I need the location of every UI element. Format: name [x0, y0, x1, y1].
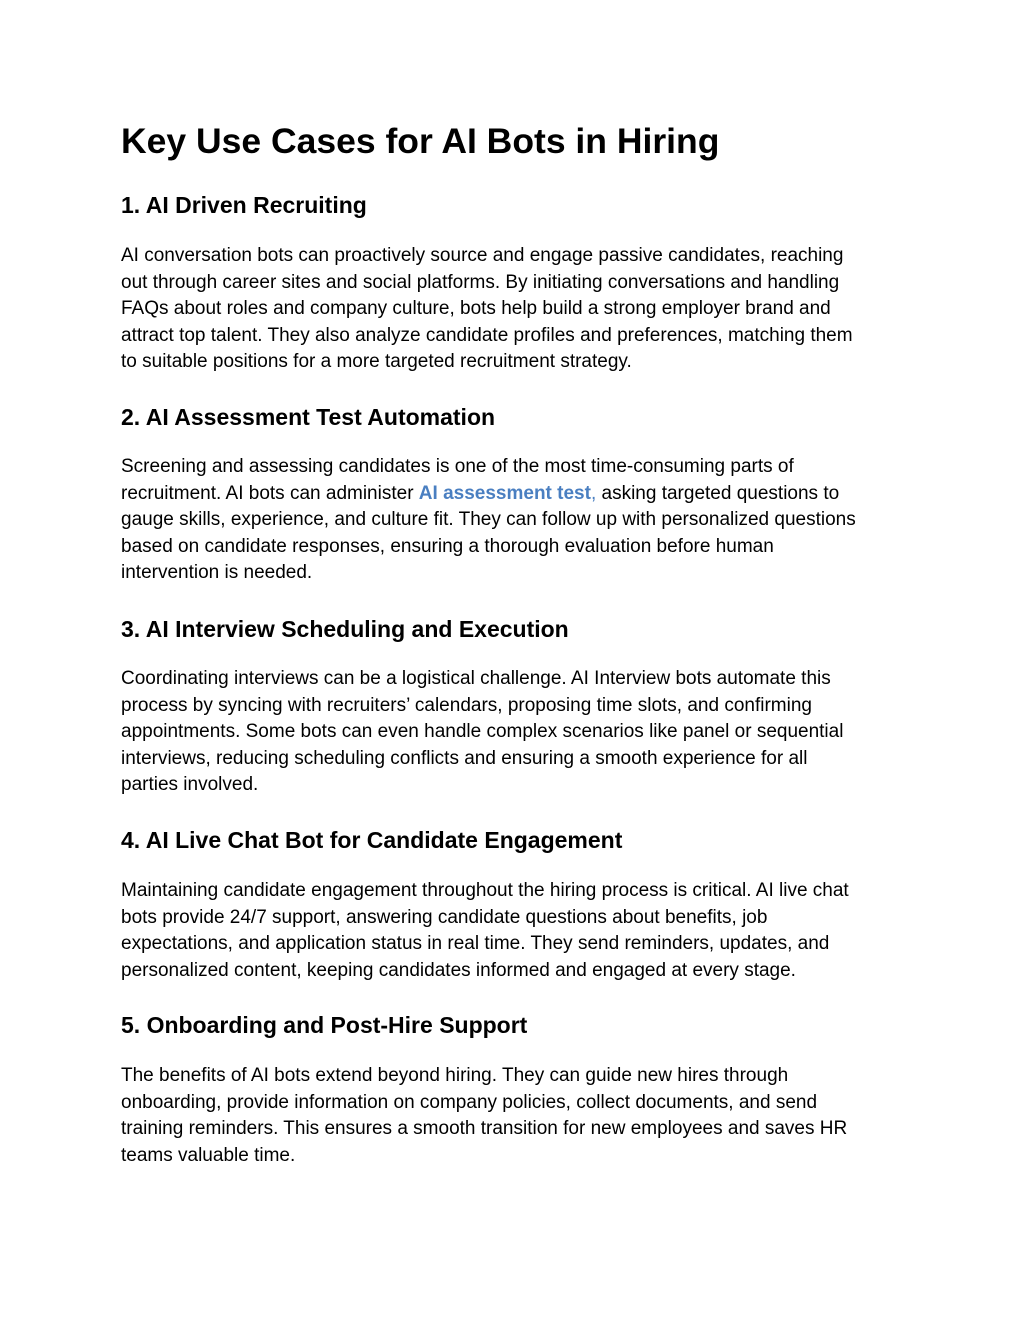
section-heading-ai-interview-scheduling: 3. AI Interview Scheduling and Execution: [121, 616, 569, 642]
paragraph-line: AI conversation bots can proactively source and engage passive candidates, reaching: [121, 245, 844, 266]
paragraph-line: interviews, reducing scheduling conflicts and ensuring a smooth experience for all: [121, 747, 808, 769]
paragraph-line: training reminders. This ensures a smooth transition for new employees and saves HR: [121, 1118, 848, 1140]
paragraph-line: expectations, and application status in real time. They send reminders, updates, and: [121, 933, 830, 955]
paragraph-line: attract top talent. They also analyze candidate profiles and preferences, matching them: [121, 324, 853, 346]
document-title: Key Use Cases for AI Bots in Hiring: [121, 121, 720, 161]
paragraph-line: bots provide 24/7 support, answering candidate questions about benefits, job: [121, 906, 768, 928]
ai-assessment-test-link[interactable]: AI assessment test: [418, 482, 591, 504]
section-paragraph-ai-driven-recruiting: [121, 243, 911, 376]
section-paragraph-ai-live-chat: [121, 878, 911, 984]
paragraph-line: teams valuable time.: [121, 1144, 296, 1166]
paragraph-text: asking targeted questions to: [596, 482, 840, 504]
paragraph-line: gauge skills, experience, and culture fit. They can follow up with personalized questions: [121, 509, 856, 531]
link-comma: ,: [590, 482, 597, 504]
section-heading-ai-driven-recruiting: 1. AI Driven Recruiting: [121, 192, 367, 218]
paragraph-line: appointments. Some bots can even handle complex scenarios like panel or sequential: [121, 721, 844, 743]
paragraph-line: The benefits of AI bots extend beyond hiring. They can guide new hires through: [121, 1065, 789, 1086]
section-heading-onboarding: 5. Onboarding and Post-Hire Support: [121, 1012, 528, 1038]
paragraph-line: Coordinating interviews can be a logistical challenge. AI Interview bots automate this: [121, 668, 831, 689]
section-paragraph-ai-assessment: [121, 454, 911, 587]
paragraph-line: process by syncing with recruiters’ calendars, proposing time slots, and confirming: [121, 694, 812, 716]
paragraph-line-with-link: [121, 481, 911, 508]
paragraph-line: intervention is needed.: [121, 562, 313, 584]
paragraph-line: parties involved.: [121, 774, 259, 796]
paragraph-line: Screening and assessing candidates is one of the most time-consuming parts of: [121, 456, 794, 477]
section-heading-ai-assessment: 2. AI Assessment Test Automation: [121, 404, 496, 430]
paragraph-line: Maintaining candidate engagement throughout the hiring process is critical. AI live chat: [121, 880, 849, 901]
section-paragraph-ai-interview-scheduling: [121, 666, 911, 799]
section-paragraph-onboarding: [121, 1063, 911, 1169]
paragraph-text: recruitment. AI bots can administer: [121, 482, 419, 504]
paragraph-line: personalized content, keeping candidates informed and engaged at every stage.: [121, 959, 796, 981]
paragraph-line: to suitable positions for a more targeted recruitment strategy.: [121, 351, 632, 373]
paragraph-line: onboarding, provide information on company policies, collect documents, and send: [121, 1091, 818, 1113]
paragraph-line: based on candidate responses, ensuring a thorough evaluation before human: [121, 535, 774, 557]
section-heading-ai-live-chat: 4. AI Live Chat Bot for Candidate Engagement: [121, 827, 623, 853]
paragraph-line: FAQs about roles and company culture, bots help build a strong employer brand and: [121, 298, 831, 320]
paragraph-line: out through career sites and social platforms. By initiating conversations and handling: [121, 271, 840, 293]
